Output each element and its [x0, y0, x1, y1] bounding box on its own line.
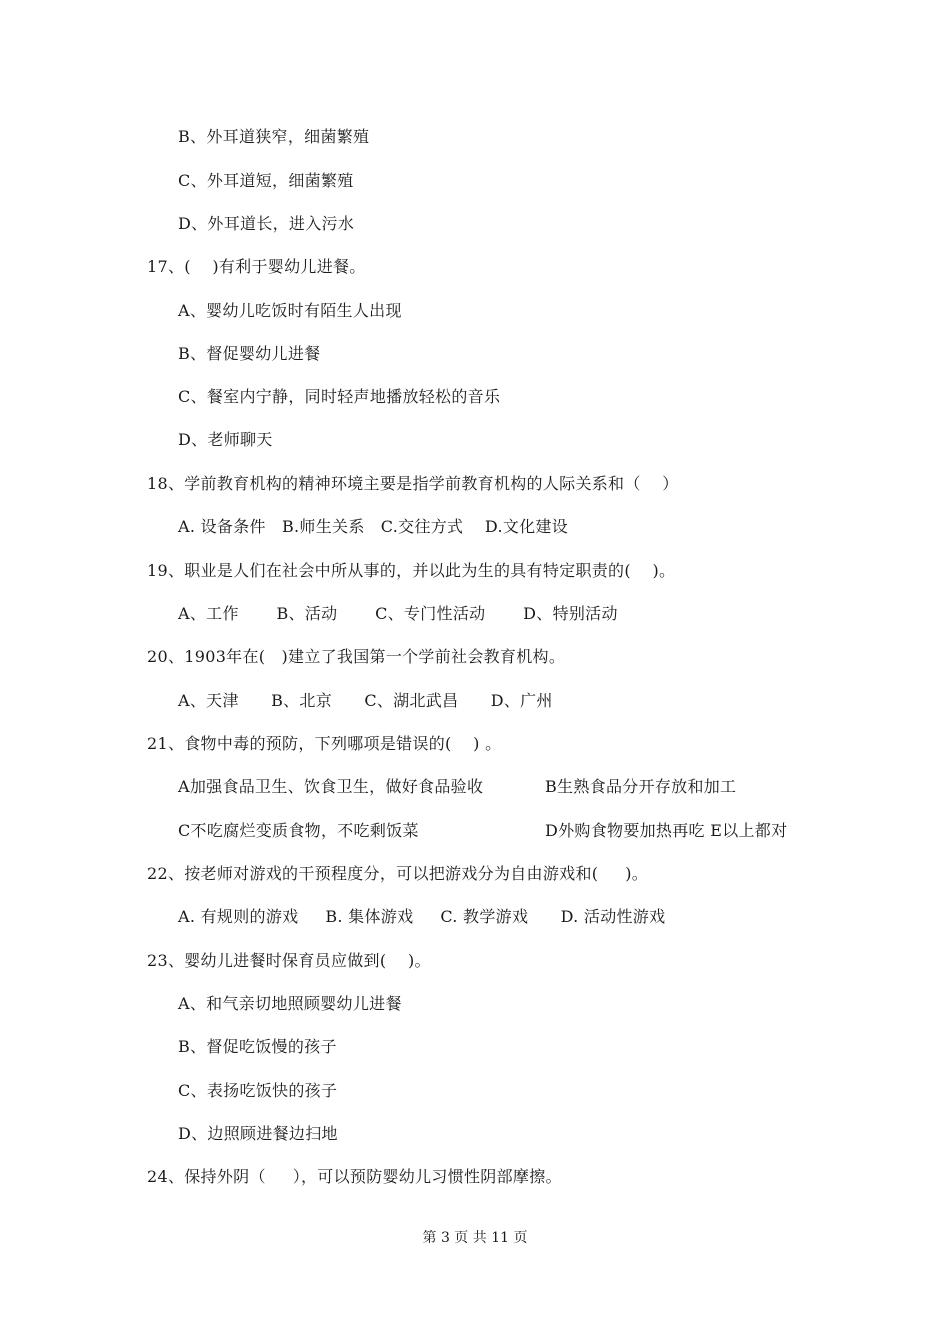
question-19: 19、职业是人们在社会中所从事的，并以此为生的具有特定职责的( )。 — [147, 561, 676, 580]
option-16-c: C、外耳道短，细菌繁殖 — [178, 171, 354, 190]
option-23-b: B、督促吃饭慢的孩子 — [178, 1037, 337, 1056]
question-17: 17、( )有利于婴幼儿进餐。 — [147, 257, 366, 276]
options-18: A. 设备条件 B.师生关系 C.交往方式 D.文化建设 — [178, 517, 569, 536]
option-21-a: A加强食品卫生、饮食卫生，做好食品验收 — [178, 777, 484, 796]
option-17-b: B、督促婴幼儿进餐 — [178, 344, 321, 363]
question-21: 21、食物中毒的预防，下列哪项是错误的( ) 。 — [147, 734, 502, 753]
option-17-a: A、婴幼儿吃饭时有陌生人出现 — [178, 301, 402, 320]
page-footer: 第 3 页 共 11 页 — [422, 1230, 528, 1246]
option-21-d-e: D外购食物要加热再吃 E以上都对 — [545, 821, 788, 840]
question-22: 22、按老师对游戏的干预程度分，可以把游戏分为自由游戏和( )。 — [147, 864, 649, 883]
option-23-c: C、表扬吃饭快的孩子 — [178, 1081, 338, 1100]
options-20: A、天津 B、北京 C、湖北武昌 D、广州 — [178, 691, 553, 710]
option-21-c: C不吃腐烂变质食物，不吃剩饭菜 — [178, 821, 419, 840]
option-17-d: D、老师聊天 — [178, 430, 273, 449]
option-21-b: B生熟食品分开存放和加工 — [545, 777, 737, 796]
option-17-c: C、餐室内宁静，同时轻声地播放轻松的音乐 — [178, 387, 501, 406]
question-24: 24、保持外阴（ ），可以预防婴幼儿习惯性阴部摩擦。 — [147, 1167, 562, 1186]
question-23: 23、婴幼儿进餐时保育员应做到( )。 — [147, 951, 431, 970]
question-20: 20、1903年在( )建立了我国第一个学前社会教育机构。 — [147, 647, 566, 666]
options-19: A、工作 B、活动 C、专门性活动 D、特别活动 — [178, 604, 618, 623]
option-23-a: A、和气亲切地照顾婴幼儿进餐 — [178, 994, 402, 1013]
option-23-d: D、边照顾进餐边扫地 — [178, 1124, 338, 1143]
option-16-b: B、外耳道狭窄，细菌繁殖 — [178, 127, 370, 146]
option-16-d: D、外耳道长，进入污水 — [178, 214, 355, 233]
question-18: 18、学前教育机构的精神环境主要是指学前教育机构的人际关系和（ ） — [147, 474, 679, 493]
options-22: A. 有规则的游戏 B. 集体游戏 C. 教学游戏 D. 活动性游戏 — [178, 907, 666, 926]
